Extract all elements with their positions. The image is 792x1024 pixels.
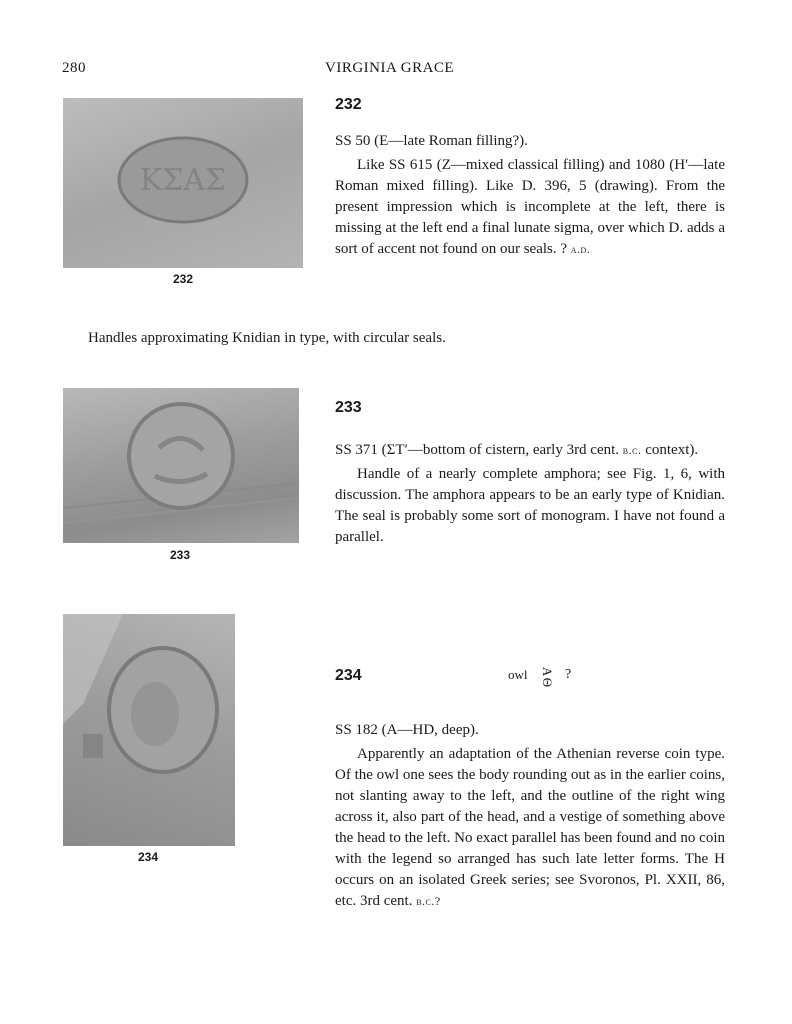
seal-photo-234 <box>63 614 235 846</box>
entry-233-context-date: b.c. <box>622 443 642 457</box>
entry-234-body-text: Apparently an adaptation of the Athenian reverse coin type. Of the owl one sees the body rounding out as in the earlier coins, not slanting away to the left, and the outline of the right wing across it, also part of the head, and a vestige of something above the head to the left. No exact parallel has been found and no coin with the legend so arranged has such late letter forms. The H occurs on an isolated Greek series; see Svoronos, Pl. XXII, 86, etc. 3rd cent. <box>335 746 725 909</box>
entry-234-body <box>335 744 725 912</box>
entry-234-text <box>335 720 725 912</box>
legend-word: owl <box>508 667 528 682</box>
entry-232-body <box>335 155 725 260</box>
entry-234-date: b.c.? <box>416 894 441 908</box>
entry-number-234: 234 <box>335 667 362 684</box>
entry-233-body: Handle of a nearly complete amphora; see Fig. 1, 6, with discussion. The amphora appears to be an early type of Knidian. The seal is probably some sort of monogram. I have not found a parallel. <box>335 466 725 545</box>
entry-232-body-text: Like SS 615 (Z—mixed classical filling) and 1080 (H′—late Roman mixed filling). Like D. 396, 5 (drawing). From the present impression which is incomplete at the left, there is missing at the left end a final lunate sigma, over which D. adds a sort of accent not found on our seals. ? <box>335 157 725 257</box>
entry-number-233: 233 <box>335 399 362 416</box>
entry-232-context: SS 50 (E—late Roman filling?). <box>335 133 528 149</box>
section-heading: Handles approximating Knidian in type, with circular seals. <box>88 330 446 346</box>
seal-legend <box>508 660 588 700</box>
entry-233-context <box>335 440 725 461</box>
seal-photo-233 <box>63 388 299 543</box>
entry-234-context: SS 182 (Α—HD, deep). <box>335 722 479 738</box>
entry-233-context-pre: SS 371 (ΣΤ′—bottom of cistern, early 3rd cent. <box>335 442 620 458</box>
entry-232-date: a.d. <box>570 242 591 256</box>
entry-number-232: 232 <box>335 96 362 113</box>
entry-232-text <box>335 131 725 260</box>
running-title: VIRGINIA GRACE <box>325 60 455 76</box>
photo-caption-233: 233 <box>169 548 191 562</box>
entry-233-text <box>335 440 725 548</box>
seal-photo-232 <box>63 98 303 268</box>
entry-233-context-post: context). <box>645 442 699 458</box>
svg-text:ΚΣΑΣ: ΚΣΑΣ <box>139 163 227 198</box>
photo-caption-234: 234 <box>137 850 159 864</box>
page-number: 280 <box>62 60 86 76</box>
legend-query: ? <box>565 667 572 682</box>
photo-caption-232: 232 <box>172 272 194 286</box>
legend-letters: ΑΘ <box>540 666 556 690</box>
